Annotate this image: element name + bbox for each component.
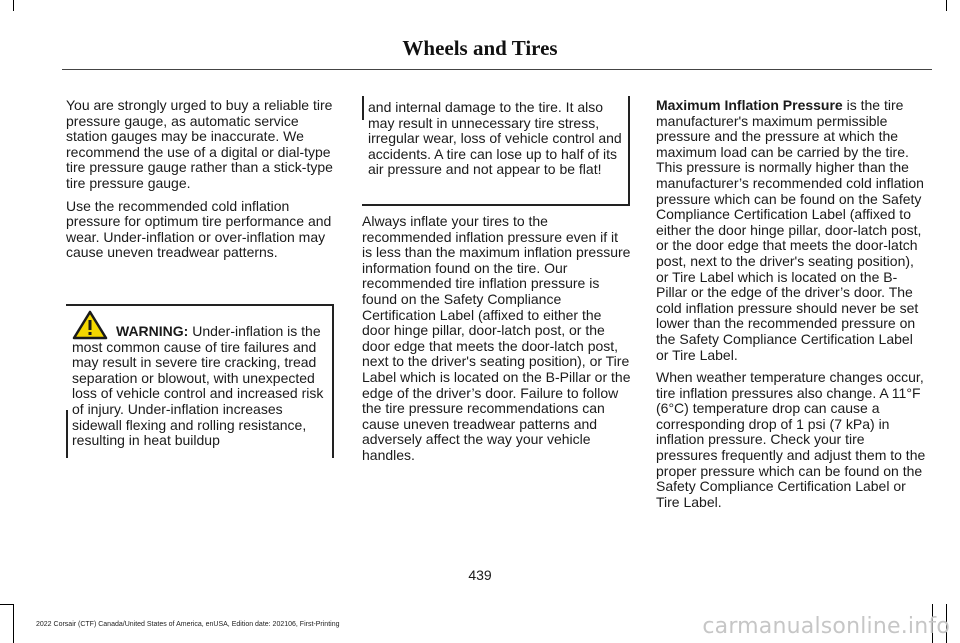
paragraph-max-inflation	[656, 98, 928, 363]
warning-continuation-text: and internal damage to the tire. It also may result in unnecessary tire stress, irregular wear, loss of vehicle control and accidents. A tire can lose up to half of its air pressure and not appear to be flat!	[368, 99, 622, 178]
watermark: carmanualsonline.info	[702, 614, 950, 639]
max-inflation-term: Maximum Inflation Pressure	[656, 97, 843, 113]
warning-box	[66, 304, 334, 458]
warning-label: WARNING:	[116, 323, 189, 339]
crop-mark-top-right	[946, 0, 947, 11]
paragraph-gauge: You are strongly urged to buy a reliable tire pressure gauge, as automatic service station gauges may be inaccurate. We recommend the use of a digital or dial-type tire pressure gauge rather than a stick-type tire pressure gauge.	[66, 97, 333, 191]
crop-mark-bottom-left	[13, 604, 14, 643]
crop-mark-top-left	[13, 0, 14, 11]
page-number: 439	[468, 567, 492, 583]
warning-continuation-box	[362, 96, 630, 206]
column-1	[66, 98, 338, 268]
page-title: Wheels and Tires	[402, 36, 558, 60]
column-2	[362, 214, 632, 471]
warning-cont-bottom-rule	[362, 204, 630, 206]
warning-box-left-rule	[66, 410, 68, 458]
header-rule	[62, 69, 932, 70]
paragraph-temperature: When weather temperature changes occur, tire inflation pressures also change. A 11°F (6°C) temperature drop can cause a corresponding drop of 1 psi (7 kPa) in inflation pressure. Check your tire pressures frequently and adjust them to the proper pressure which can be found on the Safety Compliance Certification Label or Tire Label.	[656, 369, 926, 510]
warning-cont-left-rule	[362, 96, 364, 120]
warning-cont-right-rule	[628, 96, 630, 204]
column-3	[656, 98, 928, 517]
warning-body: Under-inflation is the most common cause of tire failures and may result in severe tire cracking, tread separation or blowout, with unexpected loss of vehicle control and increased risk of injury. Under-inflation increases sidewall flexing and rolling resistance, resulting in heat buildup	[72, 323, 324, 449]
crop-mark-bottom-left-h	[0, 604, 14, 605]
edition-footer: 2022 Corsair (CTF) Canada/United States of America, enUSA, Edition date: 202106, First-Printing	[36, 621, 340, 628]
paragraph-always-inflate: Always inflate your tires to the recommended inflation pressure even if it is less than the maximum inflation pressure information found on the tire. Our recommended tire inflation pressure is found on the Safety Compliance Certification Label (affixed to either the door hinge pillar, door-latch post, or the door edge that meets the door-latch post, next to the driver's seating position), or Tire Label which is located on the B-Pillar or the edge of the driver’s door. Failure to follow the tire pressure recommendations can cause uneven treadwear patterns and adversely affect the way your vehicle handles.	[362, 213, 631, 463]
max-inflation-text: is the tire manufacturer's maximum permissible pressure and the pressure at which the maximum load can be carried by the tire. This pressure is normally higher than the manufacturer’s recommended cold inflation pressure which can be found on the Safety Compliance Certification Label (affixed to either the door hinge pillar, door-latch post, or the door edge that meets the door-latch post, next to the driver's seating position), or Tire Label which is located on the B-Pillar or the edge of the driver’s door. The cold inflation pressure should never be set lower than the recommended pressure on the Safety Compliance Certification Label or Tire Label.	[656, 97, 924, 363]
paragraph-cold-inflation: Use the recommended cold inflation pressure for optimum tire performance and wear. Under-inflation or over-inflation may cause uneven treadwear patterns.	[66, 197, 332, 261]
warning-box-top-rule	[66, 304, 334, 306]
warning-text	[72, 324, 334, 449]
